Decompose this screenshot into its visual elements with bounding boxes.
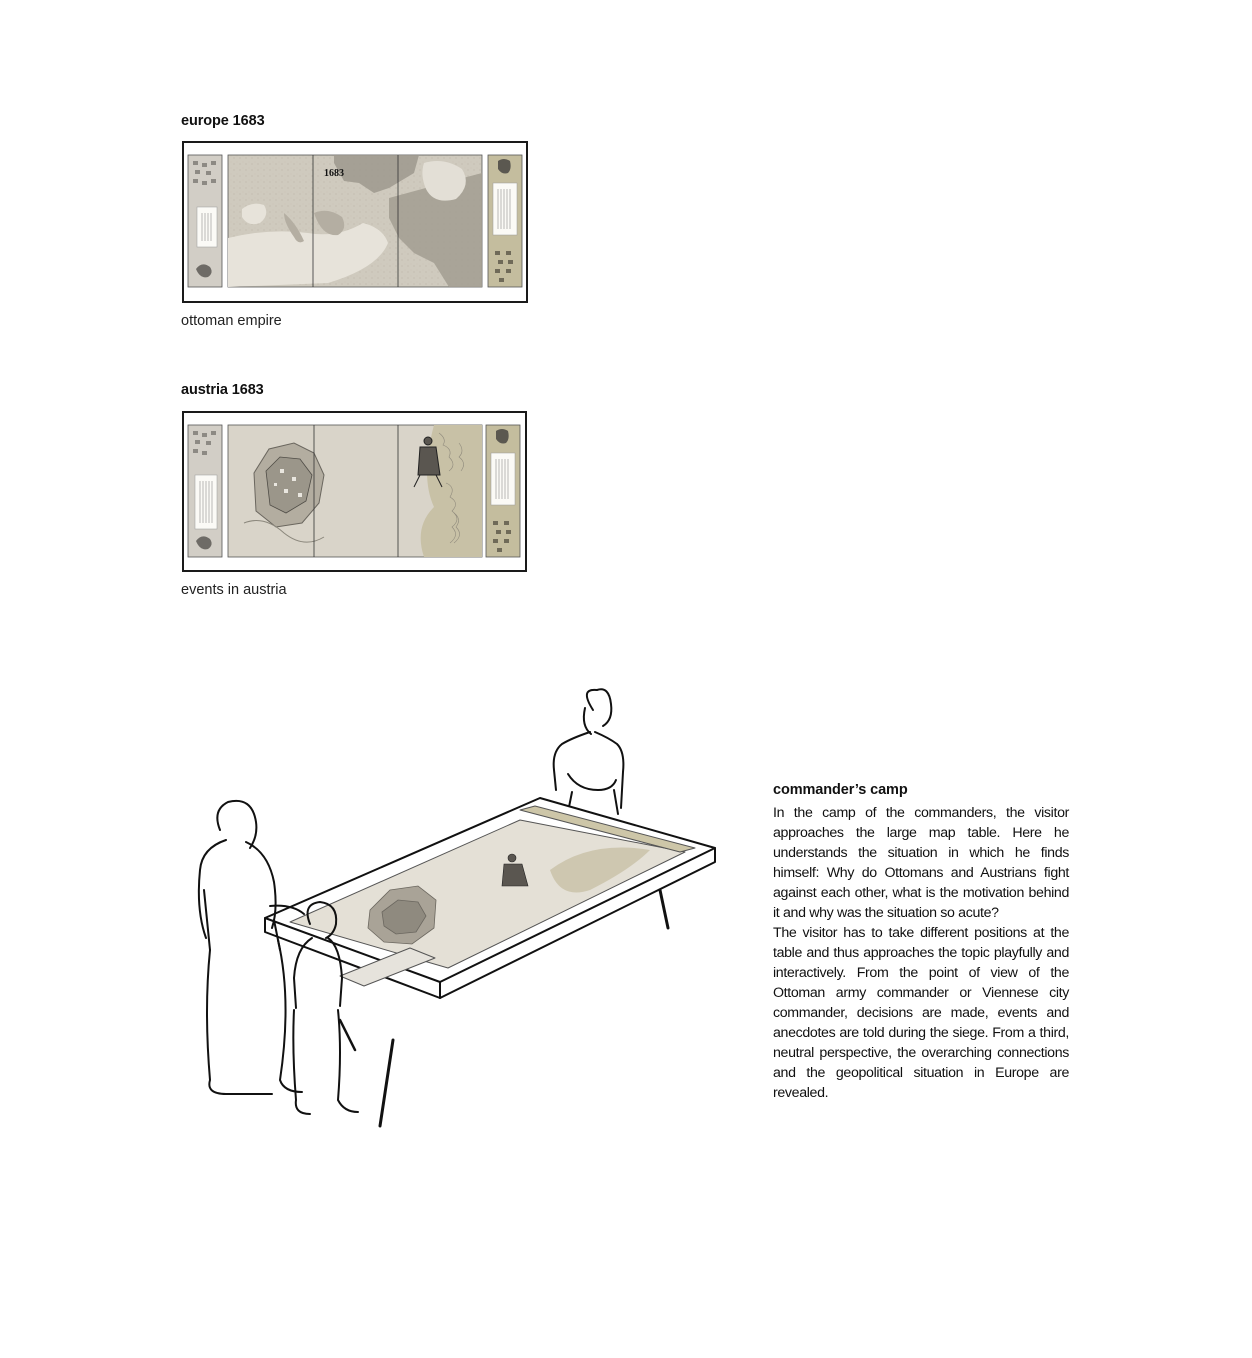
map-year-label: 1683 [324,168,344,179]
austria-map-artwork [184,413,525,570]
commanders-camp-description [773,782,1069,1103]
camp-paragraph-2: The visitor has to take different positions at the table and thus approaches the topic playfully and interactively. From the point of view of the Ottoman army commander or Viennese city commander, decisions are made, events and anecdotes are told during the siege. From a third, neutral perspective, the overarching connections and the geopolitical situation in Europe are revealed. [773,925,1069,1101]
woman-figure [554,689,624,814]
map-table-scene [190,680,730,1170]
austria-map-table-panel [182,411,527,572]
austria-caption: events in austria [181,582,287,598]
europe-1683-title: europe 1683 [181,113,265,129]
camp-paragraph-1: In the camp of the commanders, the visitor approaches the large map table. Here he understands the situation in which he finds himself: Why do Ottomans and Austrians fight against each other, what is the motivation behind it and why was the situation so acute? [773,805,1069,921]
europe-map-artwork [184,143,526,301]
man-figure [199,801,304,1094]
camp-title: commander’s camp [773,782,908,798]
europe-map-table-panel [182,141,528,303]
camp-body [773,803,1069,1103]
austria-1683-title: austria 1683 [181,382,264,398]
map-table-illustration [190,680,730,1175]
europe-caption: ottoman empire [181,313,282,329]
